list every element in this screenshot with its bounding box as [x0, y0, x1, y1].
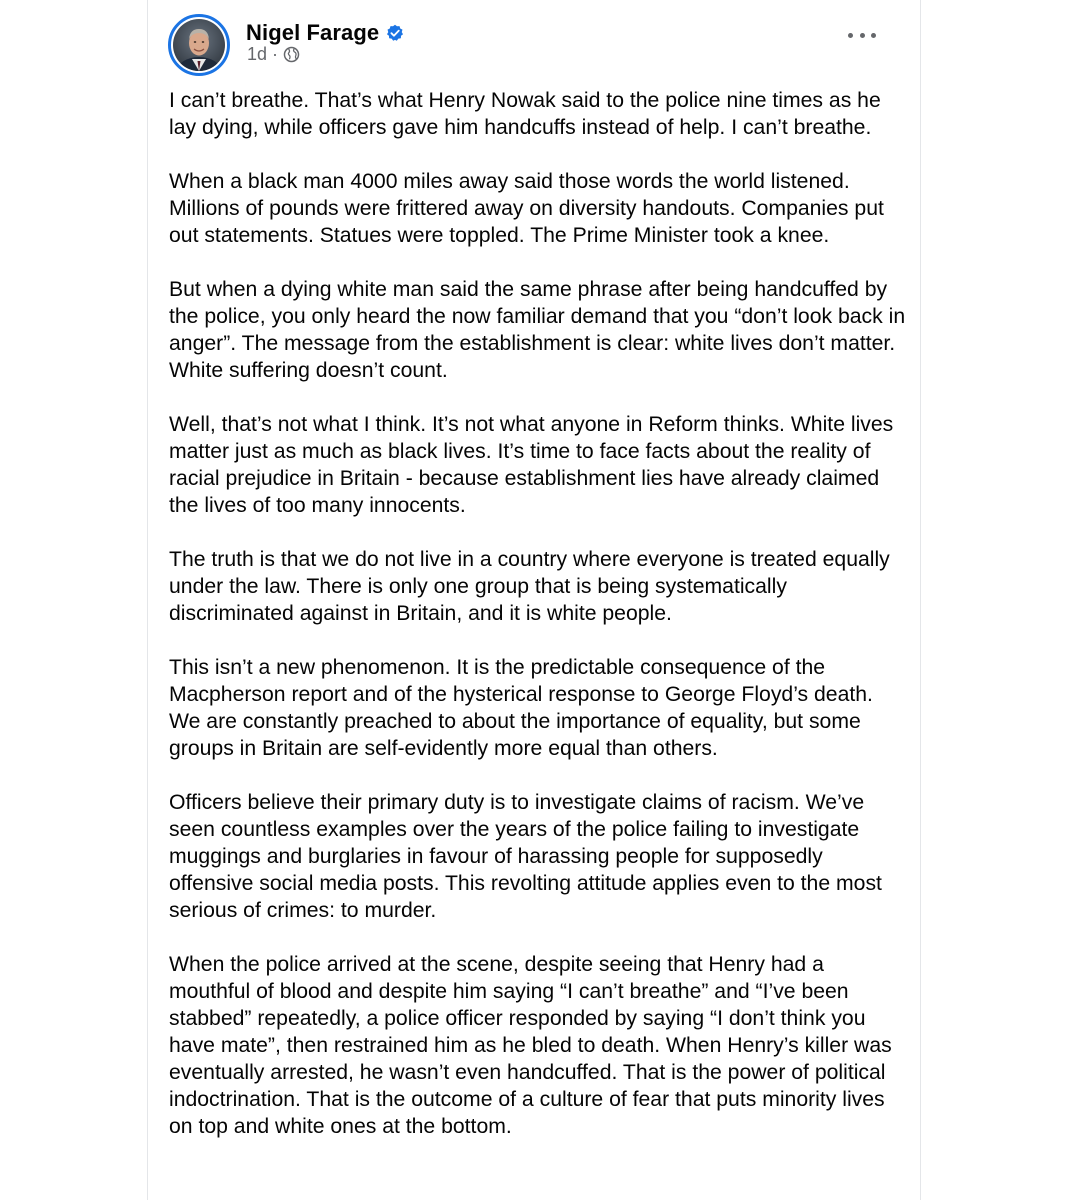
post-paragraph: The truth is that we do not live in a country where everyone is treated equally under the law. There is only one group that is being systematically discriminated against in Britain, and it is white people.	[169, 548, 890, 625]
profile-photo-icon	[173, 19, 225, 71]
post-body	[169, 87, 909, 1167]
more-options-icon[interactable]	[848, 28, 876, 42]
post-timestamp[interactable]: 1d	[247, 44, 268, 64]
globe-icon[interactable]	[283, 46, 300, 63]
more-dot	[871, 33, 876, 38]
more-dot	[860, 33, 865, 38]
post-paragraph: When a black man 4000 miles away said those words the world listened. Millions of pounds were frittered away on diversity handouts. Companies put out statements. Statues were toppled. The Prime Minister took a knee.	[169, 170, 884, 247]
post-paragraph: I can’t breathe. That’s what Henry Nowak said to the police nine times as he lay dying, while officers gave him handcuffs instead of help. I can’t breathe.	[169, 89, 881, 139]
author-name[interactable]: Nigel Farage	[246, 20, 380, 45]
meta-separator: ·	[272, 44, 279, 64]
post-paragraph: Well, that’s not what I think. It’s not what anyone in Reform thinks. White lives matter just as much as black lives. It’s time to face facts about the reality of racial prejudice in Britain - because establishment lies have already claimed the lives of too many innocents.	[169, 413, 894, 517]
post-paragraph: When the police arrived at the scene, despite seeing that Henry had a mouthful of blood and despite him saying “I can’t breathe” and “I’ve been stabbed” repeatedly, a police officer responded by saying “I don’t think you have mate”, then restrained him as he bled to death. When Henry’s killer was eventually arrested, he wasn’t even handcuffed. That is the power of political indoctrination. That is the outcome of a culture of fear that puts minority lives on top and white ones at the bottom.	[169, 953, 892, 1138]
author-row	[246, 20, 404, 46]
post-meta	[247, 44, 300, 65]
verified-badge-icon	[386, 24, 404, 42]
avatar[interactable]	[168, 14, 230, 76]
post-paragraph: This isn’t a new phenomenon. It is the predictable consequence of the Macpherson report and of the hysterical response to George Floyd’s death. We are constantly preached to about the importance of equality, but some groups in Britain are self-evidently more equal than others.	[169, 656, 873, 760]
post-paragraph: But when a dying white man said the same phrase after being handcuffed by the police, you only heard the now familiar demand that you “don’t look back in anger”. The message from the establishment is clear: white lives don’t matter. White suffering doesn’t count.	[169, 278, 906, 382]
more-dot	[848, 33, 853, 38]
post-header	[168, 14, 898, 76]
post-card	[147, 0, 921, 1200]
post-paragraph: Officers believe their primary duty is to investigate claims of racism. We’ve seen countless examples over the years of the police failing to investigate muggings and burglaries in favour of harassing people for supposedly offensive social media posts. This revolting attitude applies even to the most serious of crimes: to murder.	[169, 791, 882, 922]
